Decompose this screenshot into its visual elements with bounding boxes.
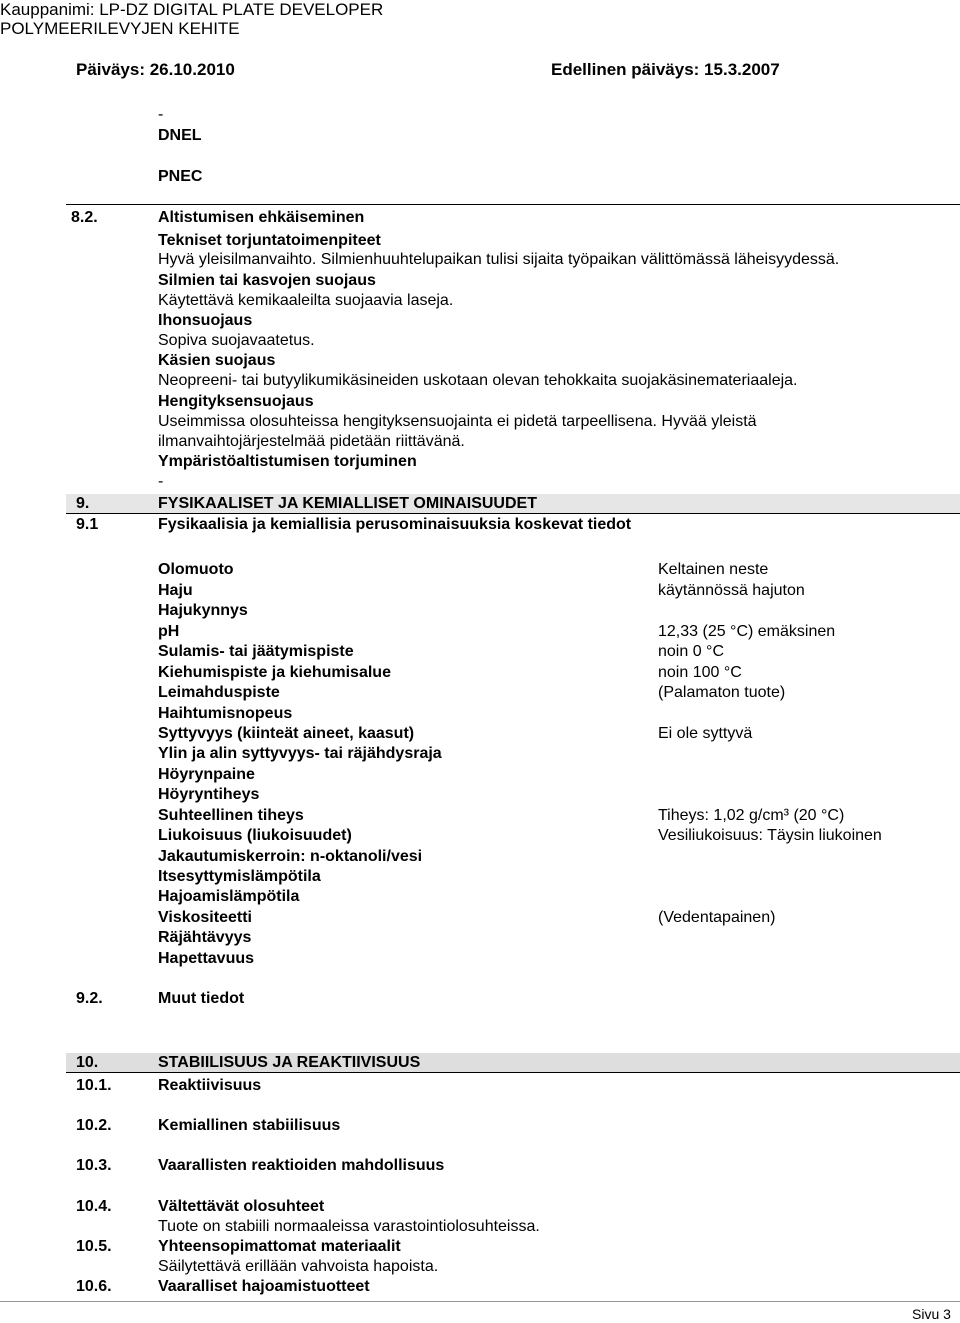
property-value: Vesiliukoisuus: Täysin liukoinen bbox=[658, 827, 882, 844]
property-label: Jakautumiskerroin: n-oktanoli/vesi bbox=[158, 848, 423, 865]
property-label: Hajukynnys bbox=[158, 602, 248, 619]
property-label: Leimahduspiste bbox=[158, 684, 280, 701]
subsection-number: 10.4. bbox=[76, 1198, 112, 1215]
property-label: Suhteellinen tiheys bbox=[158, 807, 304, 824]
subsection-number: 10.6. bbox=[76, 1278, 112, 1295]
subsection-number: 10.1. bbox=[76, 1077, 112, 1094]
item-label: Hengityksensuojaus bbox=[158, 393, 314, 410]
property-label: Hapettavuus bbox=[158, 950, 255, 967]
property-value: Keltainen neste bbox=[658, 561, 769, 578]
header-product: Kauppanimi: LP-DZ DIGITAL PLATE DEVELOPER bbox=[0, 0, 384, 19]
property-label: Kiehumispiste ja kiehumisalue bbox=[158, 664, 391, 681]
subsection-title: Vältettävät olosuhteet bbox=[158, 1198, 325, 1215]
property-label: pH bbox=[158, 623, 180, 640]
property-value: noin 0 °C bbox=[658, 643, 724, 660]
subsection-text: Tuote on stabiili normaaleissa varastointiolosuhteissa. bbox=[158, 1218, 540, 1235]
header-subtitle: POLYMEERILEVYJEN KEHITE bbox=[0, 19, 240, 38]
subsection-title: Yhteensopimattomat materiaalit bbox=[158, 1238, 401, 1255]
property-value: Tiheys: 1,02 g/cm³ (20 °C) bbox=[658, 807, 845, 824]
section-number: 10. bbox=[76, 1054, 99, 1071]
item-label: Ihonsuojaus bbox=[158, 312, 253, 329]
divider bbox=[66, 204, 960, 205]
item-label: Käsien suojaus bbox=[158, 352, 276, 369]
property-label: Viskositeetti bbox=[158, 909, 252, 926]
property-label: Syttyvyys (kiinteät aineet, kaasut) bbox=[158, 725, 415, 742]
item-text: Hyvä yleisilmanvaihto. Silmienhuuhtelupaikan tulisi sijaita työpaikan välittömässä läheisyydessä. bbox=[158, 251, 840, 268]
subsection-text: Säilytettävä erillään vahvoista hapoista. bbox=[158, 1258, 439, 1275]
item-text: Käytettävä kemikaaleilta suojaavia laseja. bbox=[158, 292, 454, 309]
property-label: Haihtumisnopeus bbox=[158, 705, 293, 722]
header-date: Päiväys: 26.10.2010 bbox=[76, 60, 235, 79]
property-value: käytännössä hajuton bbox=[658, 582, 805, 599]
property-label: Liukoisuus (liukoisuudet) bbox=[158, 827, 352, 844]
item-label: Silmien tai kasvojen suojaus bbox=[158, 272, 376, 289]
section-title: Altistumisen ehkäiseminen bbox=[158, 209, 365, 226]
property-value: Ei ole syttyvä bbox=[658, 725, 753, 742]
subsection-title: Kemiallinen stabiilisuus bbox=[158, 1117, 341, 1134]
property-label: Hajoamislämpötila bbox=[158, 888, 300, 905]
property-label: Räjähtävyys bbox=[158, 929, 252, 946]
property-value: (Vedentapainen) bbox=[658, 909, 776, 926]
section-number: 9. bbox=[76, 495, 90, 512]
footer-divider bbox=[0, 1301, 960, 1302]
item-text: Useimmissa olosuhteissa hengityksensuojainta ei pidetä tarpeellisena. Hyvää yleistä bbox=[158, 413, 757, 430]
subsection-title: Vaarallisten reaktioiden mahdollisuus bbox=[158, 1157, 445, 1174]
dash: - bbox=[158, 106, 164, 123]
page-number: Sivu 3 bbox=[912, 1306, 951, 1322]
subsection-title: Vaaralliset hajoamistuotteet bbox=[158, 1278, 370, 1295]
header-prev-date: Edellinen päiväys: 15.3.2007 bbox=[551, 60, 780, 79]
item-text: Sopiva suojavaatetus. bbox=[158, 332, 315, 349]
property-label: Itsesyttymislämpötila bbox=[158, 868, 321, 885]
item-text: - bbox=[158, 473, 164, 490]
property-label: Höyryntiheys bbox=[158, 786, 260, 803]
property-label: Olomuoto bbox=[158, 561, 234, 578]
section-title: STABIILISUUS JA REAKTIIVISUUS bbox=[158, 1054, 421, 1071]
dnel-label: DNEL bbox=[158, 127, 202, 144]
subsection-number: 10.5. bbox=[76, 1238, 112, 1255]
item-text: ilmanvaihtojärjestelmää pidetään riittävänä. bbox=[158, 433, 465, 450]
pnec-label: PNEC bbox=[158, 168, 203, 185]
subsection-title: Reaktiivisuus bbox=[158, 1077, 262, 1094]
item-label: Tekniset torjuntatoimenpiteet bbox=[158, 232, 381, 249]
property-value: 12,33 (25 °C) emäksinen bbox=[658, 623, 836, 640]
subsection-number: 10.2. bbox=[76, 1117, 112, 1134]
section-title: FYSIKAALISET JA KEMIALLISET OMINAISUUDET bbox=[158, 495, 537, 512]
property-value: (Palamaton tuote) bbox=[658, 684, 786, 701]
subsection-title: Fysikaalisia ja kemiallisia perusominaisuuksia koskevat tiedot bbox=[158, 516, 632, 533]
subsection-number: 9.2. bbox=[76, 990, 103, 1007]
subsection-number: 9.1 bbox=[76, 516, 99, 533]
property-label: Sulamis- tai jäätymispiste bbox=[158, 643, 354, 660]
property-label: Ylin ja alin syttyvyys- tai räjähdysraja bbox=[158, 745, 442, 762]
property-label: Höyrynpaine bbox=[158, 766, 255, 783]
property-value: noin 100 °C bbox=[658, 664, 742, 681]
property-label: Haju bbox=[158, 582, 193, 599]
subsection-title: Muut tiedot bbox=[158, 990, 245, 1007]
divider bbox=[66, 1072, 960, 1073]
item-text: Neopreeni- tai butyylikumikäsineiden uskotaan olevan tehokkaita suojakäsinemateriaaleja. bbox=[158, 372, 798, 389]
subsection-number: 10.3. bbox=[76, 1157, 112, 1174]
item-label: Ympäristöaltistumisen torjuminen bbox=[158, 453, 417, 470]
section-number: 8.2. bbox=[71, 209, 98, 226]
divider bbox=[66, 513, 960, 514]
